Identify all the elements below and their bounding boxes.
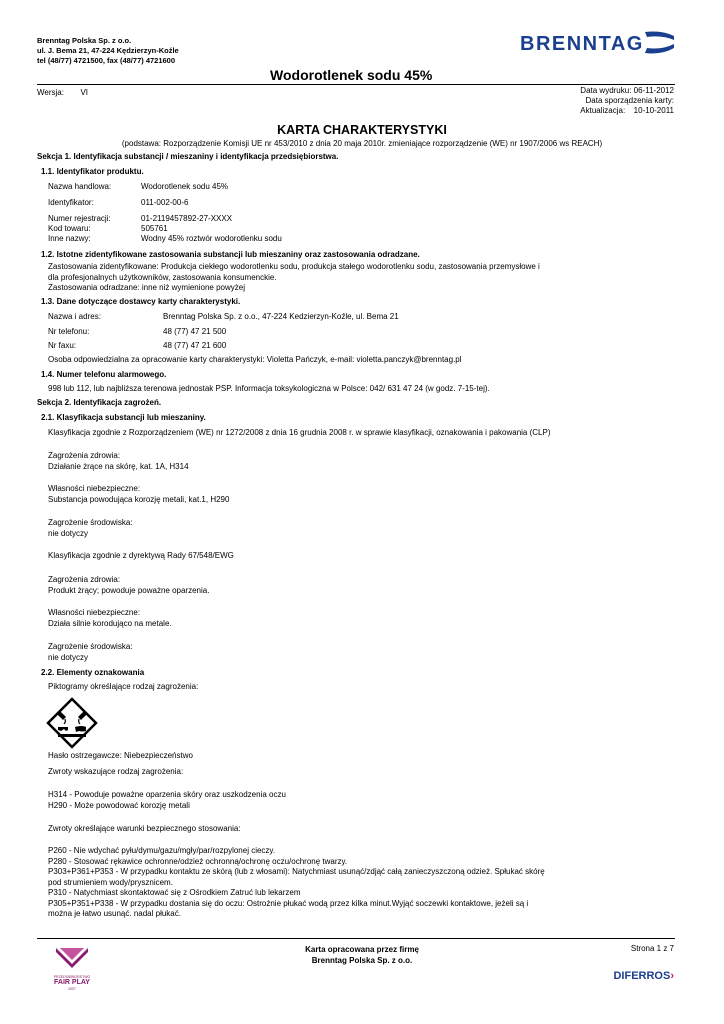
- clp-environment-value: nie dotyczy: [48, 528, 89, 538]
- update-date-label: Aktualizacja:: [580, 106, 626, 115]
- supplier-phone-value: 48 (77) 47 21 500: [163, 327, 227, 336]
- product-code-label: Kod towaru:: [48, 224, 91, 233]
- dsd-classification-title: Klasyfikacja zgodnie z dyrektywą Rady 67/548/EWG: [48, 551, 234, 560]
- dsd-environment-label: Zagrożenie środowiska:: [48, 642, 133, 651]
- uses-line: dla profesjonalnych użytkowników, zastosowania konsumenckie.: [48, 272, 277, 282]
- supplier-fax-label: Nr faxu:: [48, 341, 77, 350]
- section-1-3-title: 1.3. Dane dotyczące dostawcy karty charakterystyki.: [41, 297, 241, 306]
- update-date: [580, 106, 674, 116]
- clp-physical-label: Własności niebezpieczne:: [48, 484, 141, 493]
- clp-environment-label: Zagrożenie środowiska:: [48, 518, 133, 527]
- precautionary-statement: P305+P351+P338 - W przypadku dostania się do oczu: Ostrożnie płukać wodą przez kilka minut.Wyjąć soczewki kontaktowe, jeżeli są i: [48, 898, 529, 908]
- company-line: Brenntag Polska Sp. z o.o.: [37, 36, 132, 45]
- trade-name-label: Nazwa handlowa:: [48, 182, 112, 191]
- document-basis: (podstawa: Rozporządzenie Komisji UE nr 453/2010 z dnia 20 maja 2010r. zmieniające rozporządzenie (WE) nr 1907/2006 ws REACH): [121, 139, 603, 148]
- dsd-health-value: Produkt żrący; powoduje poważne oparzenia.: [48, 585, 210, 595]
- trade-name-value: Wodorotlenek sodu 45%: [141, 182, 229, 191]
- precautionary-statement: P303+P361+P353 - W przypadku kontaktu ze skórą (lub z włosami): Natychmiast usunąć/zdjąć całą zanieczyszczoną odzież. Spłukać skórę: [48, 867, 545, 876]
- other-names-label: Inne nazwy:: [48, 234, 91, 243]
- dsd-environment-hazards: [48, 642, 132, 663]
- section-2-1-title: 2.1. Klasyfikacja substancji lub mieszaniny.: [41, 413, 206, 422]
- brenntag-swoosh-bottom: [645, 44, 674, 53]
- dsd-environment-value: nie dotyczy: [48, 652, 89, 662]
- precautionary-statements-label: Zwroty określające warunki bezpiecznego stosowania:: [48, 824, 241, 833]
- print-date-value: 06-11-2012: [633, 86, 674, 95]
- identifier-label: Identyfikator:: [48, 198, 94, 207]
- dsd-health-label: Zagrożenia zdrowia:: [48, 575, 121, 584]
- dsd-physical-hazards: [48, 608, 172, 629]
- document-dates: [580, 86, 674, 116]
- precautionary-statement: P260 - Nie wdychać pyłu/dymu/gazu/mgły/par/rozpylonej cieczy.: [48, 846, 276, 855]
- footer-line-1: Karta opracowana przez firmę: [305, 945, 419, 954]
- other-names-value: Wodny 45% roztwór wodorotlenku sodu: [141, 234, 282, 243]
- supplier-name-value: Brenntag Polska Sp. z o.o., 47-224 Kedzierzyn-Koźle, ul. Bema 21: [163, 312, 399, 321]
- company-line: tel (48/77) 4721500, fax (48/77) 4721600: [37, 56, 176, 65]
- clp-classification-text: Klasyfikacja zgodnie z Rozporządzeniem (WE) nr 1272/2008 z dnia 16 grudnia 2008 r. w sprawie klasyfikacji, oznakowania i pakowania (CLP): [48, 428, 551, 437]
- section-2-title: Sekcja 2. Identyfikacja zagrożeń.: [37, 398, 162, 407]
- hazard-statement: H290 - Może powodować korozję metali: [48, 800, 190, 810]
- print-date: [580, 86, 674, 96]
- creation-date-label: Data sporządzenia karty:: [585, 96, 674, 105]
- ghs05-corrosion-icon: [46, 697, 98, 749]
- corrosion-pictogram: [46, 697, 98, 749]
- section-1-2-title: 1.2. Istotne zidentyfikowane zastosowania substancji lub mieszaniny oraz zastosowania odradzane.: [41, 250, 420, 259]
- clp-environment-hazards: [48, 518, 132, 539]
- footer-prepared-by: [0, 944, 724, 966]
- uses-line: Zastosowania odradzane: inne niż wymienione powyżej: [48, 283, 245, 292]
- dsd-health-hazards: [48, 575, 209, 596]
- precautionary-statement: P310 - Natychmiast skontaktować się z Ośrodkiem Zatruć lub lekarzem: [48, 888, 301, 897]
- diferros-chevron-icon: ›: [670, 970, 674, 982]
- precautionary-statement: P280 - Stosować rękawice ochronne/odzież ochronną/ochronę oczu/ochronę twarzy.: [48, 856, 348, 866]
- precautionary-statements: [48, 846, 545, 920]
- page-number: Strona 1 z 7: [630, 944, 674, 953]
- hazard-statements: [48, 790, 286, 811]
- company-address: [37, 36, 179, 66]
- product-code-value: 505761: [141, 224, 168, 233]
- fair-play-text: FAIR PLAY: [54, 979, 90, 986]
- fair-play-year: 2007: [68, 987, 76, 991]
- clp-health-label: Zagrożenia zdrowia:: [48, 451, 121, 460]
- responsible-person: Osoba odpowiedzialna za opracowanie karty charakterystyki: Violetta Pańczyk, e-mail: violetta.panczyk@brenntag.pl: [48, 355, 462, 364]
- footer-divider: [37, 938, 675, 939]
- signal-word: Hasło ostrzegawcze: Niebezpieczeństwo: [48, 751, 193, 760]
- identifier-value: 011-002-00-6: [141, 198, 189, 207]
- section-1-title: Sekcja 1. Identyfikacja substancji / mieszaniny i identyfikacja przedsiębiorstwa.: [37, 152, 339, 161]
- dsd-physical-label: Własności niebezpieczne:: [48, 608, 141, 617]
- dsd-physical-value: Działa silnie korodująco na metale.: [48, 618, 172, 628]
- precautionary-statement: pod strumieniem wody/prysznicem.: [48, 877, 173, 887]
- pictograms-label: Piktogramy określające rodzaj zagrożenia:: [48, 682, 199, 691]
- section-1-1-title: 1.1. Identyfikator produktu.: [41, 167, 144, 176]
- brenntag-swoosh-top: [645, 32, 674, 41]
- footer-line-2: Brenntag Polska Sp. z o.o.: [311, 956, 413, 965]
- registration-number-label: Numer rejestracji:: [48, 214, 111, 223]
- supplier-name-label: Nazwa i adres:: [48, 312, 101, 321]
- section-2-2-title: 2.2. Elementy oznakowania: [41, 668, 145, 677]
- clp-health-hazards: [48, 451, 189, 472]
- print-date-label: Data wydruku:: [580, 86, 632, 95]
- header-divider: [37, 84, 675, 85]
- clp-physical-hazards: [48, 484, 229, 505]
- document-title: KARTA CHARAKTERYSTYKI: [277, 123, 447, 137]
- brenntag-logo: [520, 28, 675, 58]
- registration-number-value: 01-2119457892-27-XXXX: [141, 214, 233, 223]
- version-value: VI: [80, 88, 88, 97]
- diferros-text: DIFERROS: [613, 970, 671, 982]
- company-line: ul. J. Bema 21, 47-224 Kędzierzyn-Koźle: [37, 46, 179, 55]
- emergency-phone-text: 998 lub 112, lub najbliższa terenowa jednostak PSP. Informacja toksykologiczna w Polsce: 042/ 631 47 24 (w godz. 7-15-tej).: [48, 384, 490, 393]
- creation-date: [580, 96, 674, 106]
- update-date-value: 10-10-2011: [633, 106, 674, 115]
- hazard-statement: H314 - Powoduje poważne oparzenia skóry oraz uszkodzenia oczu: [48, 790, 286, 799]
- brenntag-logo-graphic: [520, 28, 675, 58]
- supplier-phone-label: Nr telefonu:: [48, 327, 90, 336]
- version: [37, 88, 88, 97]
- fair-play-small-text: PRZEDSIĘBIORSTWO: [53, 975, 91, 979]
- product-title: Wodorotlenek sodu 45%: [270, 67, 433, 83]
- clp-health-value: Działanie żrące na skórę, kat. 1A, H314: [48, 461, 189, 471]
- hazard-statements-label: Zwroty wskazujące rodzaj zagrożenia:: [48, 767, 184, 776]
- uses-text: [48, 262, 540, 294]
- precautionary-statement: można je łatwo usunąć. nadal płukać.: [48, 909, 181, 918]
- diferros-logo: [613, 970, 674, 982]
- brenntag-logo-text: BRENNTAG: [520, 33, 644, 55]
- uses-line: Zastosowania zidentyfikowane: Produkcja ciekłego wodorotlenku sodu, produkcja stałego wodorotlenku sodu, zastosowania przemysłowe i: [48, 262, 540, 271]
- section-1-4-title: 1.4. Numer telefonu alarmowego.: [41, 370, 167, 379]
- supplier-fax-value: 48 (77) 47 21 600: [163, 341, 227, 350]
- version-label: Wersja:: [37, 88, 64, 97]
- clp-physical-value: Substancja powodująca korozję metali, kat.1, H290: [48, 494, 230, 504]
